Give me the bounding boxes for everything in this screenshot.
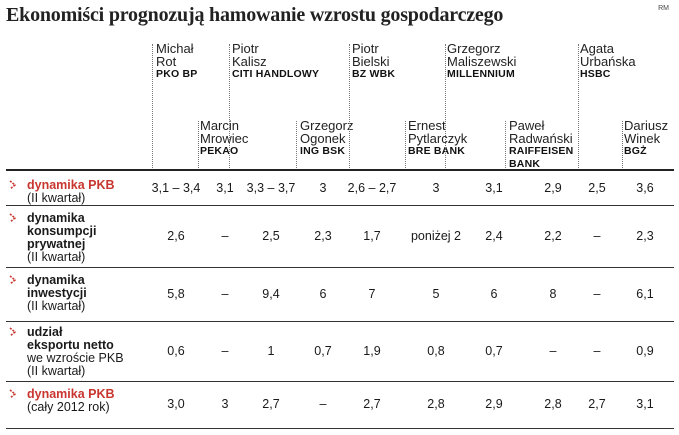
table-cell: 2,4 xyxy=(485,229,503,243)
header-leader-line xyxy=(198,121,199,170)
row-label-title: dynamika xyxy=(27,211,85,225)
table-cell: 3,1 xyxy=(636,396,654,411)
column-header-4 xyxy=(352,42,395,81)
table-cell: 3 xyxy=(432,180,440,195)
economist-first-name: Ernest xyxy=(408,118,446,133)
table-cell: 2,3 xyxy=(636,229,654,243)
table-rule xyxy=(6,428,674,429)
chevron-right-icon xyxy=(8,275,18,285)
table-cell: 2,8 xyxy=(427,396,445,411)
economist-first-name: Marcin xyxy=(200,118,240,133)
table-cell: 2,9 xyxy=(544,180,562,195)
economist-first-name: Michał xyxy=(156,41,194,56)
economist-last-name: Radwański xyxy=(509,131,573,146)
table-rule xyxy=(6,169,674,171)
table-cell: 3,1 xyxy=(485,180,503,195)
column-header-5 xyxy=(408,119,467,158)
header-leader-line xyxy=(229,44,230,170)
column-header-0 xyxy=(156,42,197,81)
economist-first-name: Piotr xyxy=(352,41,379,56)
table-cell: – xyxy=(221,287,229,301)
table-cell: 3,1 – 3,4 xyxy=(151,180,201,195)
bank-name: MILLENNIUM xyxy=(447,68,515,80)
column-header-9 xyxy=(624,119,668,158)
table-cell: 6,1 xyxy=(636,287,654,301)
chevron-right-icon xyxy=(8,180,18,190)
table-cell: – xyxy=(593,344,601,358)
table-cell: 7 xyxy=(368,287,376,301)
table-cell: 0,9 xyxy=(636,344,654,358)
bank-name-line2: BANK xyxy=(509,158,541,170)
table-cell: 3,1 xyxy=(216,180,234,195)
row-label-subtitle: (cały 2012 rok) xyxy=(27,400,110,414)
economist-last-name: Winek xyxy=(624,131,661,146)
bank-name: HSBC xyxy=(580,68,611,80)
table-cell: 2,5 xyxy=(262,229,280,243)
table-cell: 6 xyxy=(319,287,327,301)
author-credit: RM xyxy=(658,5,669,12)
economist-last-name: Mrowiec xyxy=(200,131,249,146)
header-leader-line xyxy=(296,121,297,170)
economist-first-name: Paweł xyxy=(509,118,545,133)
table-cell: 2,5 xyxy=(588,180,606,195)
column-header-2 xyxy=(232,42,319,81)
bank-name: BRE BANK xyxy=(408,145,466,157)
table-rule xyxy=(6,267,674,268)
header-leader-line xyxy=(349,44,350,170)
column-header-8 xyxy=(580,42,636,81)
table-cell: 2,2 xyxy=(544,229,562,243)
header-leader-line xyxy=(445,44,446,170)
column-header-7 xyxy=(509,119,573,171)
bank-name: PEKAO xyxy=(200,145,239,157)
table-cell: 2,7 xyxy=(262,396,280,411)
row-label-title: prywatnej xyxy=(27,237,86,251)
economist-last-name: Rot xyxy=(156,54,177,69)
row-label-title: konsumpcji xyxy=(27,224,97,238)
row-label-subtitle: (II kwartał) xyxy=(27,364,86,378)
table-cell: 8 xyxy=(549,287,557,301)
bank-name: CITI HANDLOWY xyxy=(232,68,320,80)
table-rule xyxy=(6,381,674,382)
bank-name: RAIFFEISEN xyxy=(509,145,574,157)
table-cell: 2,3 xyxy=(314,229,332,243)
row-label-title: eksportu netto xyxy=(27,338,114,352)
table-cell: 2,9 xyxy=(485,396,503,411)
header-leader-line xyxy=(578,44,579,170)
header-leader-line xyxy=(505,121,506,170)
row-label-title: dynamika xyxy=(27,273,85,287)
table-cell: 5 xyxy=(432,287,440,301)
table-cell: 2,6 xyxy=(167,229,185,243)
table-cell: 3 xyxy=(221,396,229,411)
column-header-6 xyxy=(447,42,516,81)
bank-name: PKO BP xyxy=(156,68,198,80)
table-cell: 2,8 xyxy=(544,396,562,411)
table-cell: 3,0 xyxy=(167,396,185,411)
row-label-subtitle: we wzroście PKB xyxy=(27,351,124,365)
table-cell: – xyxy=(221,344,229,358)
row-label-title: dynamika PKB xyxy=(27,178,115,192)
chevron-right-icon xyxy=(8,213,18,223)
table-rule xyxy=(6,205,674,206)
table-cell: – xyxy=(221,229,229,243)
table-cell: 0,7 xyxy=(314,344,332,358)
economist-first-name: Dariusz xyxy=(624,118,669,133)
table-rule xyxy=(6,321,674,322)
bank-name: BZ WBK xyxy=(352,68,396,80)
header-leader-line xyxy=(622,121,623,170)
table-cell: 1,7 xyxy=(363,229,381,243)
economist-first-name: Grzegorz xyxy=(447,41,501,56)
table-cell: 0,7 xyxy=(485,344,503,358)
row-label-subtitle: (II kwartał) xyxy=(27,191,86,205)
table-cell: 0,8 xyxy=(427,344,445,358)
table-cell: 1,9 xyxy=(363,344,381,358)
row-label-title: udział xyxy=(27,325,63,339)
header-leader-line xyxy=(405,121,406,170)
economist-first-name: Agata xyxy=(580,41,614,56)
table-cell: 1 xyxy=(267,344,275,358)
row-label-title: dynamika PKB xyxy=(27,387,115,401)
table-cell: 6 xyxy=(490,287,498,301)
column-header-3 xyxy=(300,119,353,158)
table-cell: – xyxy=(549,344,557,358)
column-header-1 xyxy=(200,119,248,158)
economist-last-name: Ogonek xyxy=(300,131,346,146)
table-cell: 2,7 xyxy=(588,396,606,411)
table-cell: 3 xyxy=(319,180,327,195)
table-cell: 0,6 xyxy=(167,344,185,358)
table-cell: – xyxy=(593,229,601,243)
chevron-right-icon xyxy=(8,389,18,399)
chevron-right-icon xyxy=(8,327,18,337)
table-cell: poniżej 2 xyxy=(410,229,462,243)
row-label-title: inwestycji xyxy=(27,286,87,300)
economist-first-name: Piotr xyxy=(232,41,259,56)
bank-name: ING BSK xyxy=(300,145,346,157)
header-leader-line xyxy=(152,44,153,170)
economist-last-name: Maliszewski xyxy=(447,54,517,69)
table-cell: 9,4 xyxy=(262,287,280,301)
economist-last-name: Kalisz xyxy=(232,54,267,69)
bank-name: BGŻ xyxy=(624,145,647,157)
page-title: Ekonomiści prognozują hamowanie wzrostu gospodarczego xyxy=(6,4,504,26)
row-label-subtitle: (II kwartał) xyxy=(27,299,86,313)
table-cell: – xyxy=(319,396,327,411)
economist-last-name: Pytlarczyk xyxy=(408,131,468,146)
table-cell: 2,6 – 2,7 xyxy=(347,180,397,195)
economist-last-name: Bielski xyxy=(352,54,390,69)
table-cell: 5,8 xyxy=(167,287,185,301)
economist-last-name: Urbańska xyxy=(580,54,636,69)
table-cell: 2,7 xyxy=(363,396,381,411)
table-cell: – xyxy=(593,287,601,301)
economist-first-name: Grzegorz xyxy=(300,118,354,133)
table-cell: 3,6 xyxy=(636,180,654,195)
row-label-subtitle: (II kwartał) xyxy=(27,250,86,264)
table-cell: 3,3 – 3,7 xyxy=(246,180,296,195)
